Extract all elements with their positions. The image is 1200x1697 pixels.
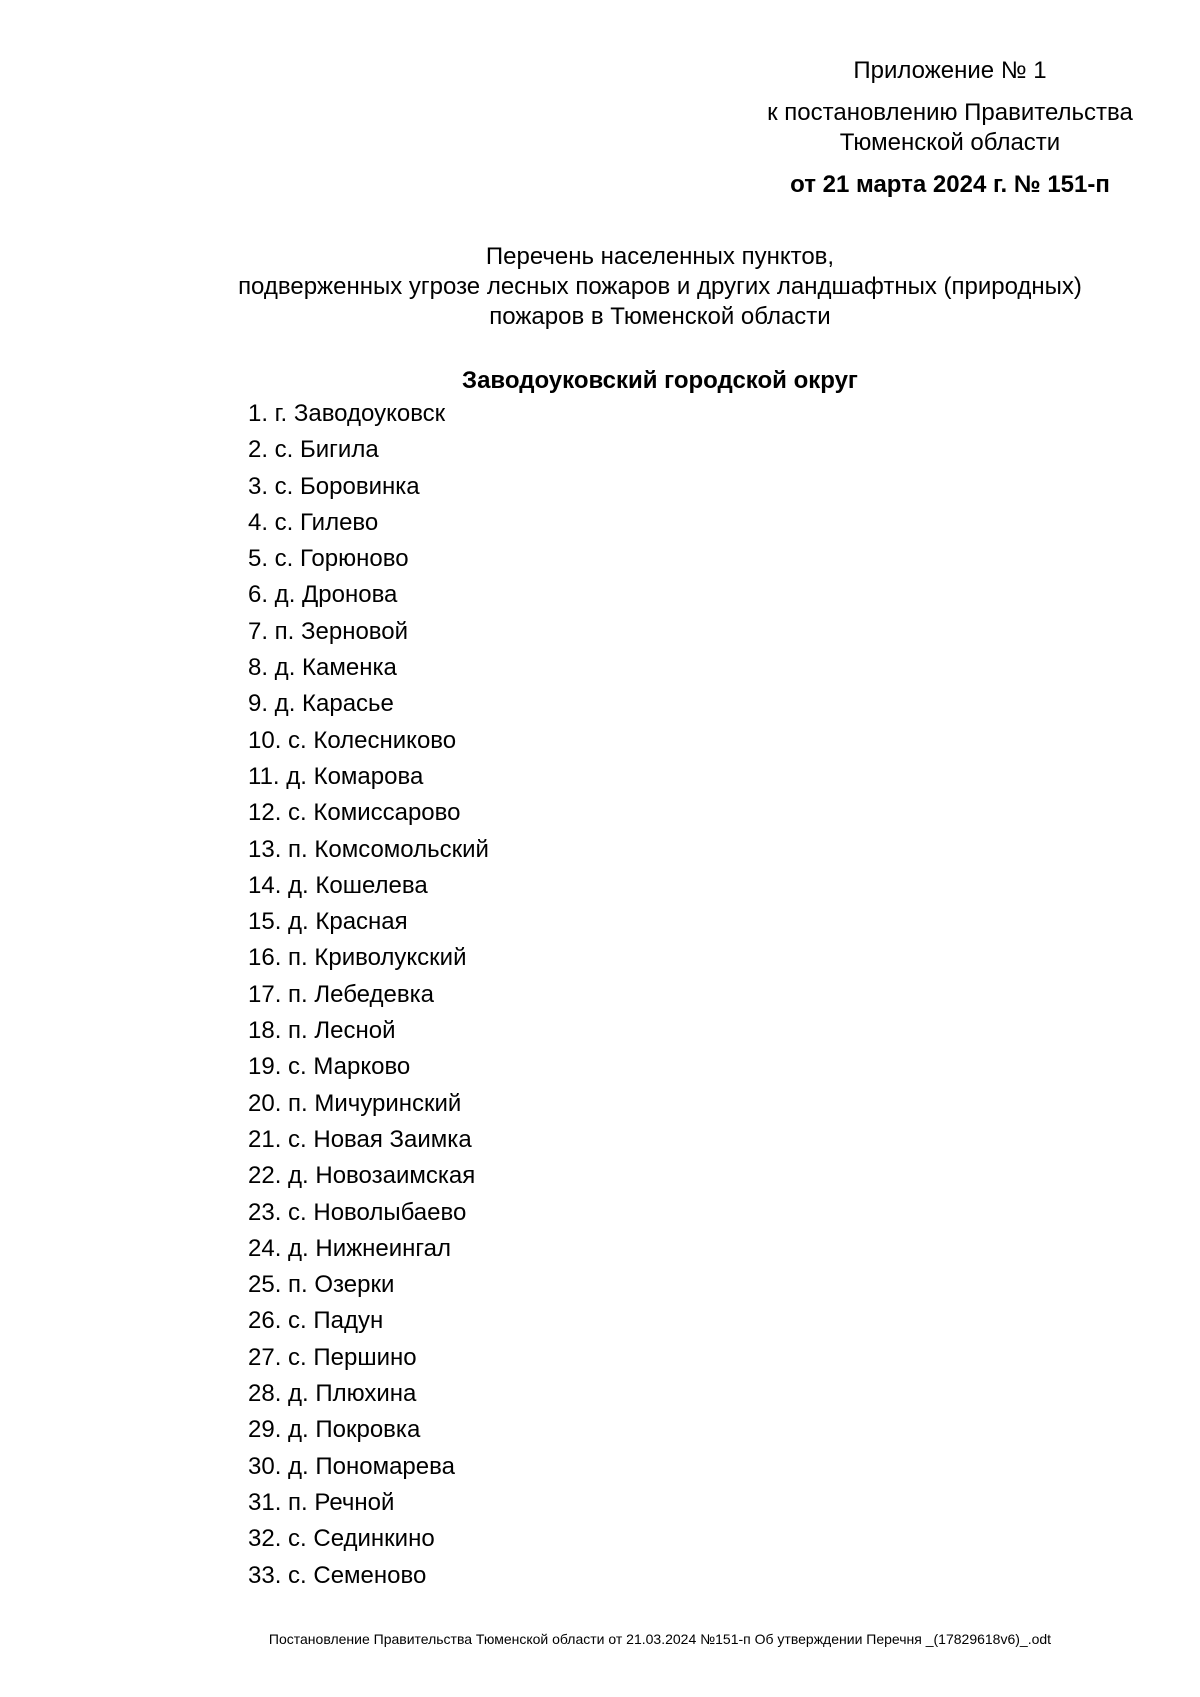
list-item: 15. д. Красная bbox=[248, 908, 408, 936]
list-item: 8. д. Каменка bbox=[248, 654, 397, 682]
list-item: 22. д. Новозаимская bbox=[248, 1162, 476, 1190]
list-item: 29. д. Покровка bbox=[248, 1416, 421, 1444]
document-title-line3: пожаров в Тюменской области bbox=[489, 303, 831, 330]
list-item: 5. с. Горюново bbox=[248, 545, 409, 573]
list-item: 20. п. Мичуринский bbox=[248, 1089, 462, 1117]
settlement-list bbox=[248, 396, 489, 1594]
section-heading: Заводоуковский городской округ bbox=[462, 367, 858, 394]
list-item: 32. с. Сединкино bbox=[248, 1525, 435, 1553]
document-title-line1: Перечень населенных пунктов, bbox=[485, 243, 835, 270]
list-item: 23. с. Новолыбаево bbox=[248, 1198, 467, 1226]
appendix-header bbox=[690, 56, 1200, 200]
list-item: 18. п. Лесной bbox=[248, 1017, 396, 1045]
list-item: 17. п. Лебедевка bbox=[248, 980, 434, 1008]
list-item: 10. с. Колесниково bbox=[248, 726, 457, 754]
document-title bbox=[100, 242, 1200, 332]
list-item: 30. д. Пономарева bbox=[248, 1452, 455, 1480]
decree-reference-line2: Тюменской области bbox=[839, 129, 1061, 156]
list-item: 24. д. Нижнеингал bbox=[248, 1234, 452, 1262]
list-item: 25. п. Озерки bbox=[248, 1271, 395, 1299]
list-item: 33. с. Семеново bbox=[248, 1561, 427, 1589]
list-item: 12. с. Комиссарово bbox=[248, 799, 461, 827]
decree-reference-line1: к постановлению Правительства bbox=[767, 99, 1133, 126]
list-item: 11. д. Комарова bbox=[248, 762, 424, 790]
appendix-label: Приложение № 1 bbox=[853, 57, 1047, 84]
list-item: 14. д. Кошелева bbox=[248, 871, 428, 899]
list-item: 27. с. Першино bbox=[248, 1343, 417, 1371]
list-item: 1. г. Заводоуковск bbox=[248, 400, 446, 427]
list-item: 3. с. Боровинка bbox=[248, 472, 420, 500]
decree-date-number: от 21 марта 2024 г. № 151-п bbox=[790, 171, 1110, 198]
list-item: 26. с. Падун bbox=[248, 1307, 384, 1335]
list-item: 21. с. Новая Заимка bbox=[248, 1125, 472, 1153]
list-item: 13. п. Комсомольский bbox=[248, 835, 489, 863]
list-item: 19. с. Марково bbox=[248, 1053, 411, 1081]
list-item: 4. с. Гилево bbox=[248, 508, 379, 536]
list-item: 9. д. Карасье bbox=[248, 690, 394, 718]
list-item: 6. д. Дронова bbox=[248, 581, 398, 609]
list-item: 31. п. Речной bbox=[248, 1488, 395, 1516]
page-footer: Постановление Правительства Тюменской области от 21.03.2024 №151-п Об утверждении Перечня _(17829618v6)_.odt bbox=[268, 1631, 1052, 1647]
document-title-line2: подверженных угрозе лесных пожаров и других ландшафтных (природных) bbox=[238, 273, 1082, 300]
list-item: 28. д. Плюхина bbox=[248, 1380, 417, 1408]
list-item: 7. п. Зерновой bbox=[248, 617, 409, 645]
list-item: 16. п. Криволукский bbox=[248, 944, 467, 972]
list-item: 2. с. Бигила bbox=[248, 436, 379, 464]
